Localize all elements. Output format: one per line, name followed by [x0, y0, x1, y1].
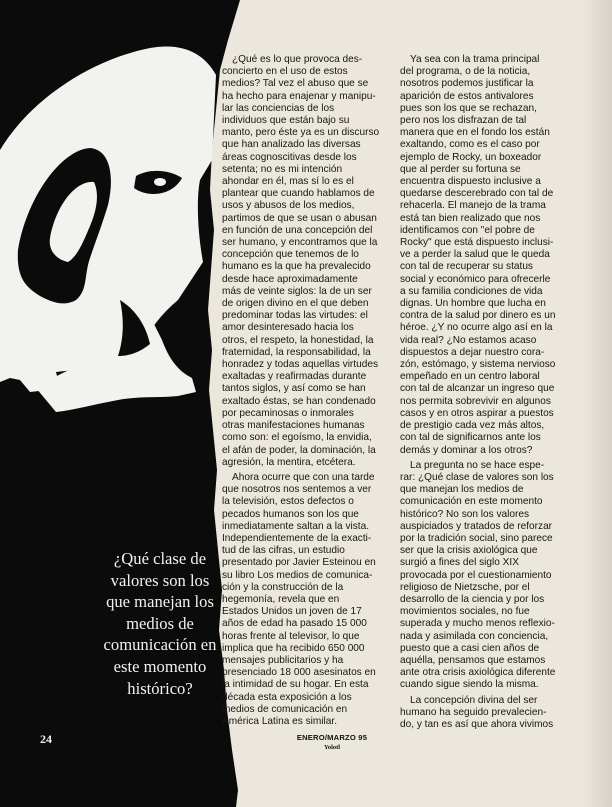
text-line: rar: ¿Qué clase de valores son los: [400, 471, 554, 483]
text-line: aparición de estos antivalores: [400, 90, 534, 102]
text-line: agresión, la mentira, etcétera.: [222, 456, 356, 468]
text-line: mensajes publicitarios y ha: [222, 654, 344, 666]
text-line: héroe. ¿Y no ocurre algo así en la: [400, 322, 553, 334]
pull-quote-line: que manejan los: [106, 592, 214, 612]
text-line: con tal de significarnos ante los: [400, 432, 541, 444]
text-line: presentado por Javier Esteinou en: [222, 557, 376, 569]
text-line: por pecaminosas o inmorales: [222, 407, 354, 419]
text-line: Independientemente de la exacti-: [222, 532, 372, 544]
text-line: horas frente al televisor, lo que: [222, 630, 360, 642]
text-line: Ahora ocurre que con una tarde: [232, 471, 375, 483]
text-line: vida real? ¿No estamos acaso: [400, 334, 537, 346]
text-line: concierto en el uso de estos: [222, 66, 348, 78]
text-line: Estados Unidos un joven de 17: [222, 606, 362, 618]
text-column-right: [400, 54, 578, 731]
text-line: do, y tan es así que ahora vivimos: [400, 718, 554, 730]
pull-quote-line: histórico?: [127, 678, 193, 698]
text-line: presenciado 18 000 asesinatos en: [222, 667, 376, 679]
text-line: otras manifestaciones humanas: [222, 420, 365, 432]
text-line: manera que en el fondo los están: [400, 127, 550, 139]
text-line: dispuestos a dejar nuestro cora-: [400, 346, 545, 358]
text-line: concepción que tenemos de lo: [222, 249, 359, 261]
text-line: contra de la salud por dinero es un: [400, 310, 556, 322]
text-column-left: [222, 54, 398, 728]
text-line: rehacerla. El manejo de la trama: [400, 200, 546, 212]
text-line: más de veinte siglos: la de un ser: [222, 285, 372, 297]
text-line: provocada por el cuestionamiento: [400, 569, 552, 581]
text-line: de prestigio cada vez más altos,: [400, 420, 545, 432]
text-line: su libro Los medios de comunica-: [222, 569, 373, 581]
text-line: el afán de poder, la dominación, la: [222, 444, 376, 456]
text-line: encuentra dispuesto inclusive a: [400, 176, 541, 188]
pull-quote-line: este momento: [113, 656, 207, 676]
text-line: ejemplo de Rocky, un boxeador: [400, 151, 542, 163]
text-line: fraternidad, la responsabilidad, la: [222, 346, 371, 358]
text-line: desde hace aproximadamente: [222, 273, 358, 285]
text-line: que nosotros nos sentemos a ver: [222, 484, 372, 496]
text-line: plantear que cuando hablamos de: [222, 188, 375, 200]
text-line: de origen divino en el que deben: [222, 298, 369, 310]
text-line: amor desinteresado hacia los: [222, 322, 354, 334]
issue-date: ENERO/MARZO 95: [296, 733, 368, 742]
text-line: religioso de Nietzsche, por el: [400, 581, 530, 593]
text-line: está tan bien realizado que nos: [400, 212, 541, 224]
text-line: nada y asimilada con conciencia,: [400, 630, 549, 642]
pull-quote: [80, 548, 240, 699]
text-line: dignas. Un hombre que lucha en: [400, 298, 546, 310]
text-line: años de edad ha pasado 15 000: [222, 618, 367, 630]
page-edge-shadow: [582, 0, 612, 807]
text-line: con tal de recuperar su status: [400, 261, 533, 273]
text-line: ahondar en él, mas sí lo es el: [222, 176, 354, 188]
text-line: auspiciados y tratados de reforzar: [400, 520, 553, 532]
text-line: superada y mucho menos reflexio-: [400, 618, 555, 630]
text-line: demás y dominar a los otros?: [400, 444, 533, 456]
text-line: implica que ha recibido 650 000: [222, 642, 365, 654]
text-line: la intimidad de su hogar. En esta: [222, 679, 369, 691]
text-line: tantos siglos, y así como se han: [222, 383, 366, 395]
text-line: ser que la crisis axiológica que: [400, 545, 538, 557]
text-line: surgió a fines del siglo XIX: [400, 557, 519, 569]
text-line: por la tradición social, sino parece: [400, 532, 553, 544]
text-line: desarrollo de la ciencia y por los: [400, 593, 545, 605]
text-line: puesto que a casi cien años de: [400, 642, 540, 654]
text-line: ¿Qué es lo que provoca des-: [232, 54, 363, 65]
text-line: Rocky" que está dispuesto inclusi-: [400, 237, 554, 249]
pull-quote-line: ¿Qué clase de: [113, 549, 207, 568]
text-line: que al perder su fortuna se: [400, 163, 521, 175]
text-line: ción y la construcción de la: [222, 581, 344, 593]
text-line: identificamos con "el pobre de: [400, 224, 535, 236]
text-line: predominar todas las virtudes: el: [222, 310, 368, 322]
text-line: exaltadas y reafirmadas durante: [222, 371, 367, 383]
text-line: social y económico para ofrecerle: [400, 273, 551, 285]
text-line: la televisión, estos defectos o: [222, 496, 354, 508]
page-number: 24: [40, 732, 52, 746]
text-line: ha hecho para enajenar y manipu-: [222, 90, 376, 102]
text-line: ser humano, y encontramos que la: [222, 237, 378, 249]
text-line: honradez y todas aquellas virtudes: [222, 359, 378, 371]
text-line: casos y en otros aspirar a puestos: [400, 407, 554, 419]
text-line: tud de las cifras, un estudio: [222, 545, 345, 557]
text-line: movimientos sociales, no fue: [400, 606, 530, 618]
text-line: América Latina es similar.: [222, 715, 337, 727]
text-line: nosotros podemos justificar la: [400, 78, 534, 90]
magazine-name: Yolotl: [324, 744, 340, 751]
text-line: década esta exposición a los: [222, 691, 352, 703]
text-line: hegemonía, revela que en: [222, 593, 340, 605]
text-line: humano es la que ha prevalecido: [222, 261, 371, 273]
text-line: manto, pero éste ya es un discurso: [222, 127, 380, 139]
text-line: individuos que están bajo su: [222, 115, 350, 127]
text-line: aquélla, pensamos que estamos: [400, 654, 546, 666]
text-line: comunicación en este momento: [400, 496, 543, 508]
text-line: medios? Tal vez el abuso que se: [222, 78, 369, 90]
text-line: otros, el respeto, la honestidad, la: [222, 334, 374, 346]
text-line: La concepción divina del ser: [410, 694, 538, 706]
page-footer: [282, 733, 382, 751]
text-line: ante otra crisis axiológica diferente: [400, 667, 556, 679]
text-line: setenta; no es mi intención: [222, 163, 343, 175]
text-line: nos permita sobrevivir en algunos: [400, 395, 551, 407]
text-line: empeñado en un centro laboral: [400, 371, 540, 383]
text-line: que han analizado las diversas: [222, 139, 361, 151]
text-line: partimos de que se usan o abusan: [222, 212, 377, 224]
text-line: usos y abusos de los medios,: [222, 200, 355, 212]
text-line: en función de una concepción del: [222, 224, 373, 236]
text-line: pecados humanos son los que: [222, 508, 359, 520]
text-line: La pregunta no se hace espe-: [410, 459, 545, 471]
text-line: del programa, o de la noticia,: [400, 66, 531, 78]
text-line: histórico? No son los valores: [400, 508, 530, 520]
text-line: quedarse descerebrado con tal de: [400, 188, 554, 200]
text-line: medios de comunicación en: [222, 703, 348, 715]
text-line: Ya sea con la trama principal: [410, 54, 540, 65]
text-line: lar las conciencias de los: [222, 102, 335, 114]
text-line: que manejan los medios de: [400, 484, 524, 496]
text-line: cuando sigue siendo la misma.: [400, 679, 539, 691]
pull-quote-line: valores son los: [110, 570, 210, 590]
pull-quote-line: medios de: [126, 613, 194, 633]
text-line: con tal de alcanzar un ingreso que: [400, 383, 555, 395]
pull-quote-line: comunicación en: [103, 635, 217, 655]
text-line: pues son los que se rechazan,: [400, 102, 537, 114]
text-line: exaltado éstas, se han condenado: [222, 395, 376, 407]
text-line: zón, estómago, y sistema nervioso: [400, 359, 556, 371]
text-line: inmediatamente saltan a la vista.: [222, 520, 370, 532]
eye-highlight: [154, 178, 166, 186]
text-line: como son: el egoísmo, la envidia,: [222, 432, 372, 444]
text-line: ve a perder la salud que le queda: [400, 249, 550, 261]
text-line: a su familia condiciones de vida: [400, 285, 543, 297]
text-line: áreas cognoscitivas desde los: [222, 151, 357, 163]
text-line: exaltando, como es el caso por: [400, 139, 540, 151]
text-line: pero nos los disfrazan de tal: [400, 115, 527, 127]
text-line: humano ha seguido prevalecien-: [400, 706, 547, 718]
